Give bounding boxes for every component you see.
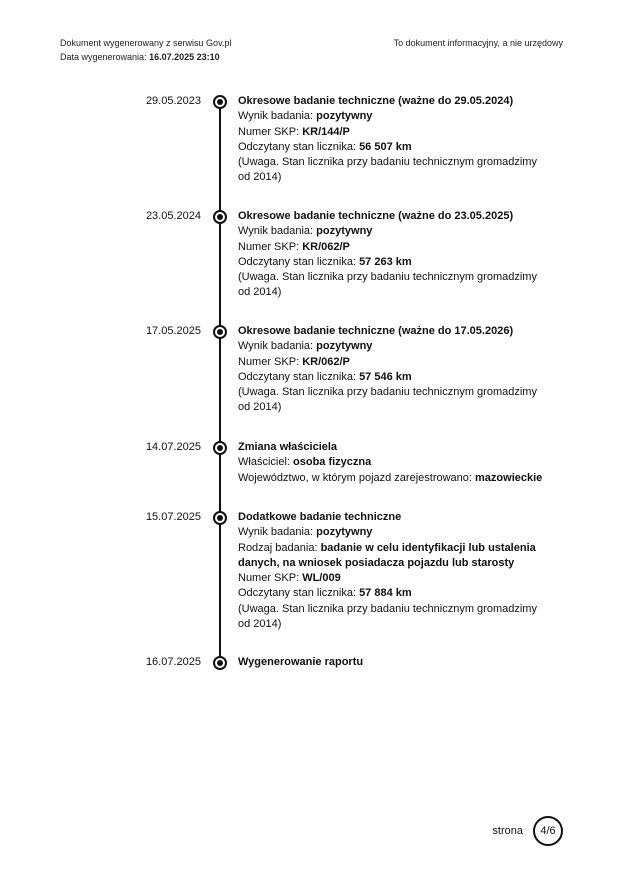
odometer-note: (Uwaga. Stan licznika przy badaniu technicznym gromadzimy od 2014) [238, 602, 537, 631]
timeline-line [219, 101, 221, 663]
timeline-dot-icon [213, 511, 227, 525]
event-details [238, 510, 538, 632]
event-date: 17.05.2025 [145, 325, 201, 337]
event-date: 14.07.2025 [145, 441, 201, 453]
event-details [238, 655, 538, 670]
odometer-note: (Uwaga. Stan licznika przy badaniu technicznym gromadzimy od 2014) [238, 271, 537, 299]
owner-line: Właściciel: osoba fizyczna [238, 456, 372, 469]
page-number: 4/6 [533, 816, 563, 846]
event-title: Okresowe badanie techniczne (ważne do 17.05.2026) [238, 325, 514, 337]
event-details [238, 440, 558, 486]
skp-line: Numer SKP: KR/144/P [238, 125, 350, 138]
event-date: 29.05.2023 [145, 95, 201, 107]
event-details [238, 209, 538, 301]
odometer-line: Odczytany stan licznika: 57 884 km [238, 587, 412, 600]
voivodeship-line: Województwo, w którym pojazd zarejestrowano: mazowieckie [238, 471, 543, 484]
timeline-dot-icon [213, 210, 227, 224]
timeline-dot-icon [213, 95, 227, 109]
skp-line: Numer SKP: KR/062/P [238, 355, 350, 368]
result-line: Wynik badania: pozytywny [238, 225, 373, 238]
inspection-type-line: Rodzaj badania: badanie w celu identyfikacji lub ustalenia danych, na wniosek posiadacza pojazdu lub starosty [238, 541, 536, 569]
result-line: Wynik badania: pozytywny [238, 110, 373, 123]
source-text: Dokument wygenerowany z serwisu Gov.pl [60, 38, 232, 48]
timeline-dot-icon [213, 441, 227, 455]
event-title: Okresowe badanie techniczne (ważne do 23.05.2025) [238, 210, 514, 222]
event-date: 16.07.2025 [145, 656, 201, 668]
event-date: 15.07.2025 [145, 511, 201, 523]
result-line: Wynik badania: pozytywny [238, 526, 373, 539]
odometer-line: Odczytany stan licznika: 56 507 km [238, 140, 412, 153]
odometer-line: Odczytany stan licznika: 57 263 km [238, 255, 412, 268]
skp-line: Numer SKP: WL/009 [238, 572, 341, 585]
odometer-note: (Uwaga. Stan licznika przy badaniu technicznym gromadzimy od 2014) [238, 386, 537, 414]
event-details [238, 324, 538, 416]
page-label: strona [492, 825, 523, 837]
event-title: Zmiana właściciela [238, 441, 338, 453]
event-title: Okresowe badanie techniczne (ważne do 29.05.2024) [238, 95, 514, 107]
generated-date-label: Data wygenerowania: [60, 52, 147, 62]
generated-date-value: 16.07.2025 23:10 [149, 52, 220, 62]
result-line: Wynik badania: pozytywny [238, 340, 373, 353]
event-details [238, 94, 538, 186]
event-title: Wygenerowanie raportu [238, 656, 364, 668]
odometer-note: (Uwaga. Stan licznika przy badaniu technicznym gromadzimy od 2014) [238, 156, 537, 184]
timeline-dot-icon [213, 656, 227, 670]
skp-line: Numer SKP: KR/062/P [238, 240, 350, 253]
event-title: Dodatkowe badanie techniczne [238, 511, 402, 523]
page-indicator [492, 816, 563, 846]
event-date: 23.05.2024 [145, 210, 201, 222]
odometer-line: Odczytany stan licznika: 57 546 km [238, 370, 412, 383]
disclaimer-text: To dokument informacyjny, a nie urzędowy [393, 38, 563, 48]
timeline-dot-icon [213, 325, 227, 339]
